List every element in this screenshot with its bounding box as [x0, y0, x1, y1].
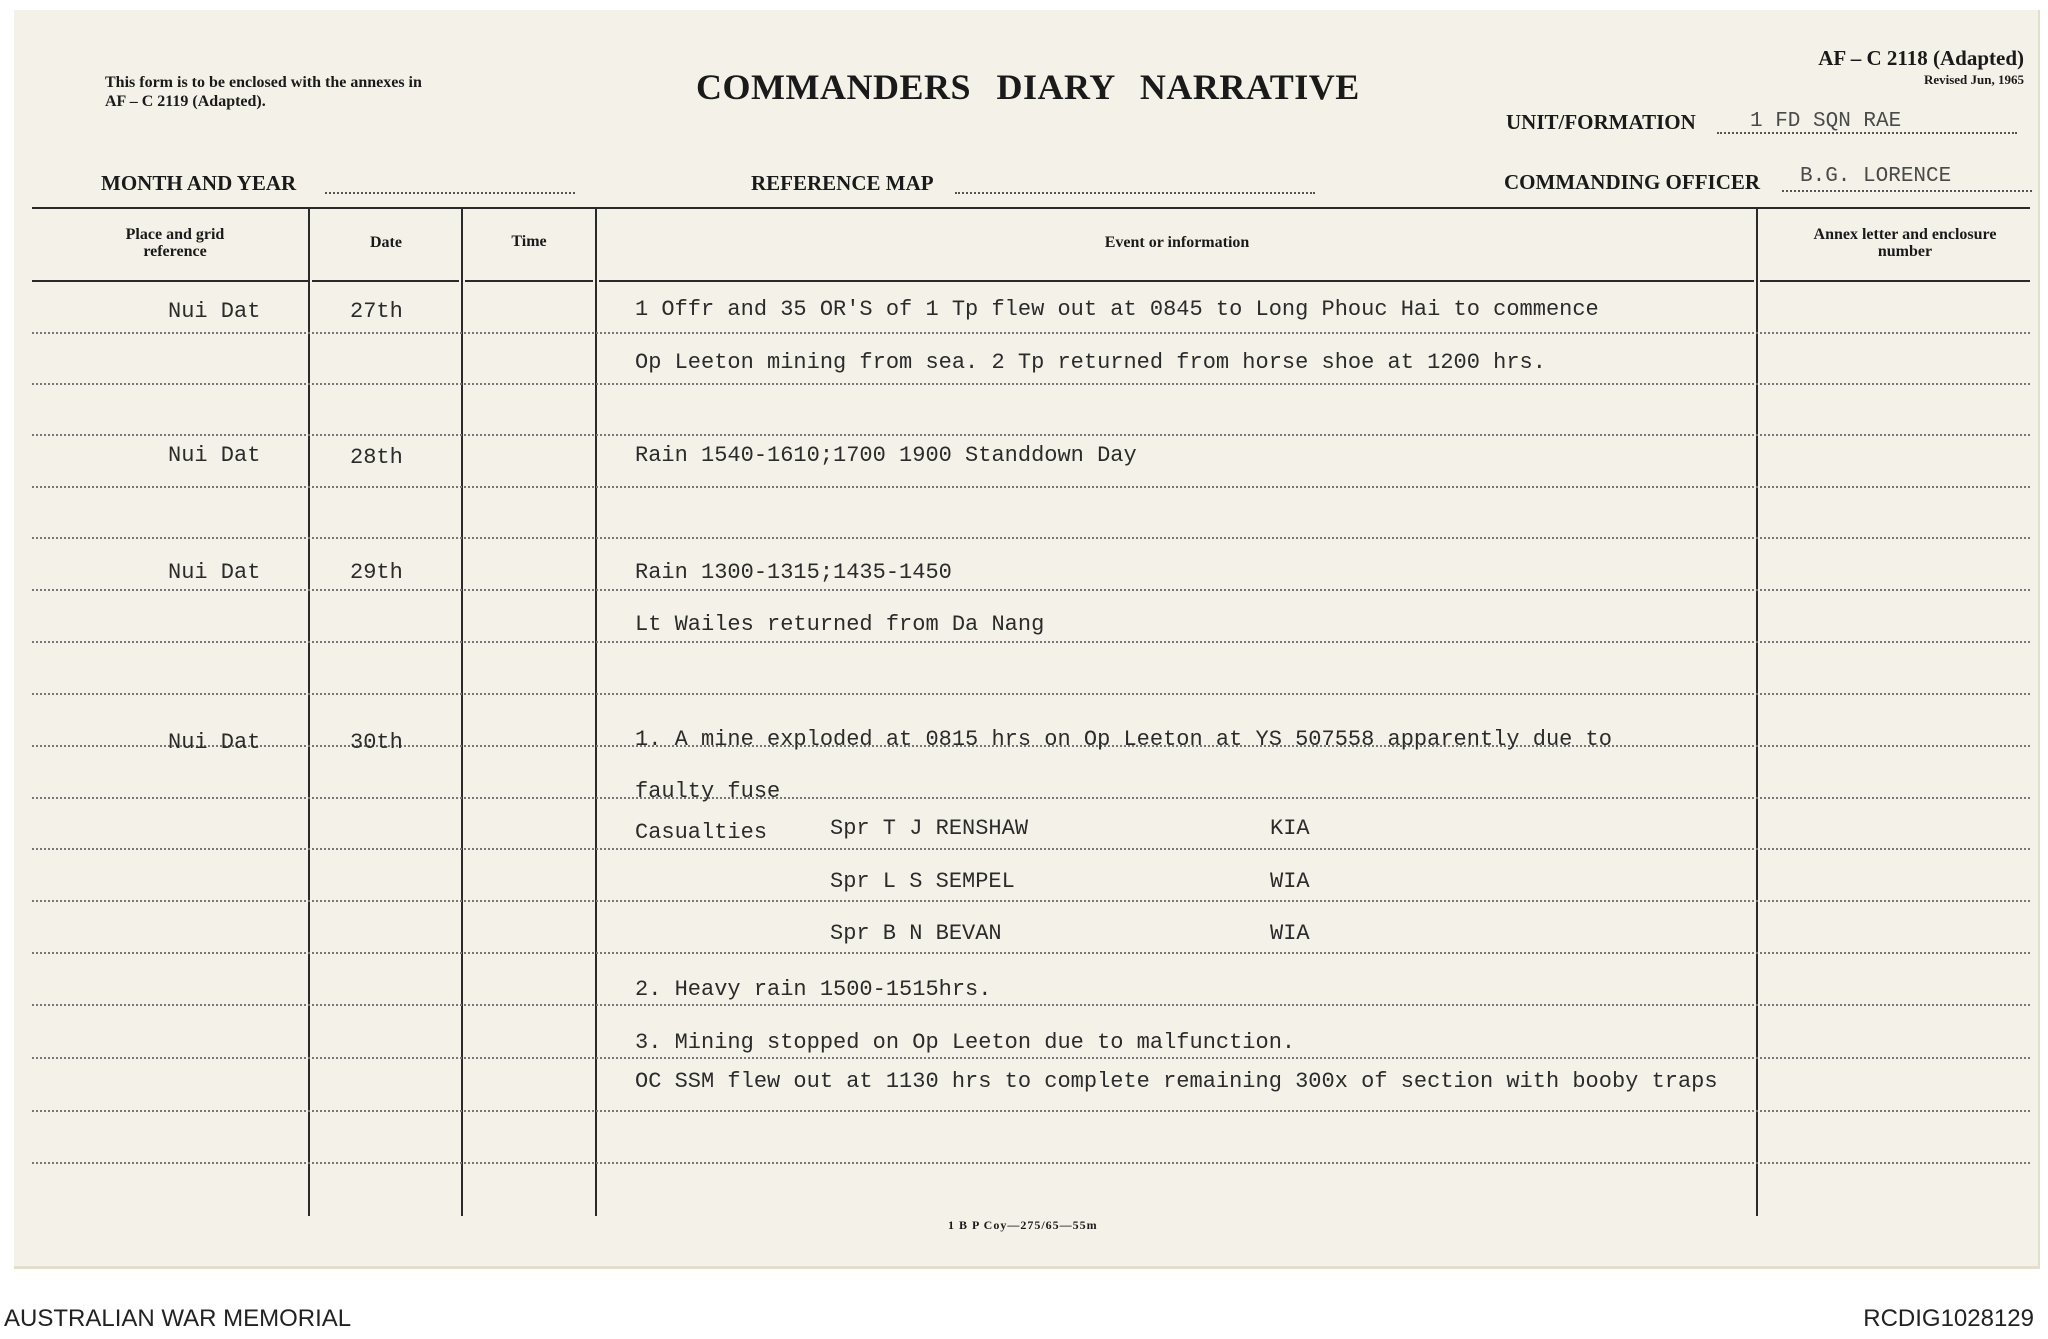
casualty-status: WIA [1270, 869, 1310, 894]
revision-date: Revised Jun, 1965 [1923, 72, 2024, 87]
commanding-officer-line [1782, 190, 2032, 192]
column-header-place: Place and grid reference [125, 226, 225, 260]
ruled-line [32, 693, 2030, 695]
form-number: AF – C 2118 (Adapted) [1818, 46, 2024, 70]
unit-formation-value: 1 FD SQN RAE [1750, 110, 1902, 133]
ruled-line [32, 332, 2030, 334]
entry-event-line: faulty fuse [635, 779, 781, 804]
ruled-line [32, 1004, 2030, 1006]
commanding-officer-label: COMMANDING OFFICER [1504, 170, 1761, 194]
entry-event-line: Op Leeton mining from sea. 2 Tp returned from horse shoe at 1200 hrs. [635, 350, 1546, 375]
form-title: COMMANDERS DIARY NARRATIVE [696, 67, 1360, 107]
entry-date: 29th [350, 560, 403, 585]
ruled-line [32, 1162, 2030, 1164]
column-divider-event [595, 209, 597, 1216]
header-rule-time [465, 280, 593, 282]
ruled-line [32, 797, 2030, 799]
entry-event-line: 1 Offr and 35 OR'S of 1 Tp flew out at 0845 to Long Phouc Hai to commence [635, 297, 1599, 322]
casualty-status: KIA [1270, 816, 1310, 841]
enclosure-note: This form is to be enclosed with the annexes in AF – C 2119 (Adapted). [105, 74, 422, 110]
entry-date: 27th [350, 299, 403, 324]
table-top-rule [32, 207, 2030, 209]
casualty-status: WIA [1270, 921, 1310, 946]
entry-event-line: 2. Heavy rain 1500-1515hrs. [635, 977, 992, 1002]
unit-formation-label: UNIT/FORMATION [1506, 110, 1696, 134]
column-header-date: Date [370, 234, 402, 251]
casualty-name: Spr T J RENSHAW [830, 816, 1029, 841]
archive-caption-left: AUSTRALIAN WAR MEMORIAL [4, 1305, 352, 1332]
ruled-line [32, 434, 2030, 436]
ruled-line [32, 486, 2030, 488]
entry-place: Nui Dat [168, 299, 261, 324]
casualty-name: Spr L S SEMPEL [830, 869, 1015, 894]
entry-date: 30th [350, 730, 403, 755]
ruled-line [32, 848, 2030, 850]
entry-place: Nui Dat [168, 560, 261, 585]
entry-place: Nui Dat [168, 443, 261, 468]
reference-map-line [955, 192, 1315, 194]
column-divider-annex [1756, 209, 1758, 1216]
commanding-officer-value: B.G. LORENCE [1800, 165, 1952, 188]
month-year-line [325, 192, 575, 194]
ruled-line [32, 1057, 2030, 1059]
entry-event-line: Lt Wailes returned from Da Nang [635, 612, 1045, 637]
header-rule-event [599, 280, 1754, 282]
ruled-line [32, 952, 2030, 954]
header-rule-place [32, 280, 308, 282]
ruled-line [32, 900, 2030, 902]
casualties-label: Casualties [635, 820, 768, 845]
casualty-name: Spr B N BEVAN [830, 921, 1002, 946]
entry-place: Nui Dat [168, 730, 261, 755]
ruled-line [32, 641, 2030, 643]
column-header-time: Time [511, 233, 547, 250]
reference-map-label: REFERENCE MAP [751, 171, 934, 195]
column-header-annex: Annex letter and enclosure number [1813, 226, 1997, 260]
entry-event-line: Rain 1540-1610;1700 1900 Standdown Day [635, 443, 1137, 468]
column-divider-time [461, 209, 463, 1216]
entry-date: 28th [350, 445, 403, 470]
entry-event-line: 3. Mining stopped on Op Leeton due to malfunction. [635, 1030, 1296, 1055]
column-header-event: Event or information [1104, 234, 1250, 251]
entry-event-line: Rain 1300-1315;1435-1450 [635, 560, 952, 585]
ruled-line [32, 1110, 2030, 1112]
archive-caption-right: RCDIG1028129 [1863, 1305, 2034, 1332]
month-year-label: MONTH AND YEAR [101, 171, 297, 195]
printer-code: 1 B P Coy—275/65—55m [948, 1218, 1098, 1232]
column-divider-date [308, 209, 310, 1216]
ruled-line [32, 383, 2030, 385]
header-rule-date [312, 280, 459, 282]
entry-event-line: 1. A mine exploded at 0815 hrs on Op Leeton at YS 507558 apparently due to [635, 727, 1612, 752]
ruled-line [32, 537, 2030, 539]
ruled-line [32, 589, 2030, 591]
entry-event-line: OC SSM flew out at 1130 hrs to complete remaining 300x of section with booby traps [635, 1069, 1718, 1094]
header-rule-annex [1760, 280, 2030, 282]
